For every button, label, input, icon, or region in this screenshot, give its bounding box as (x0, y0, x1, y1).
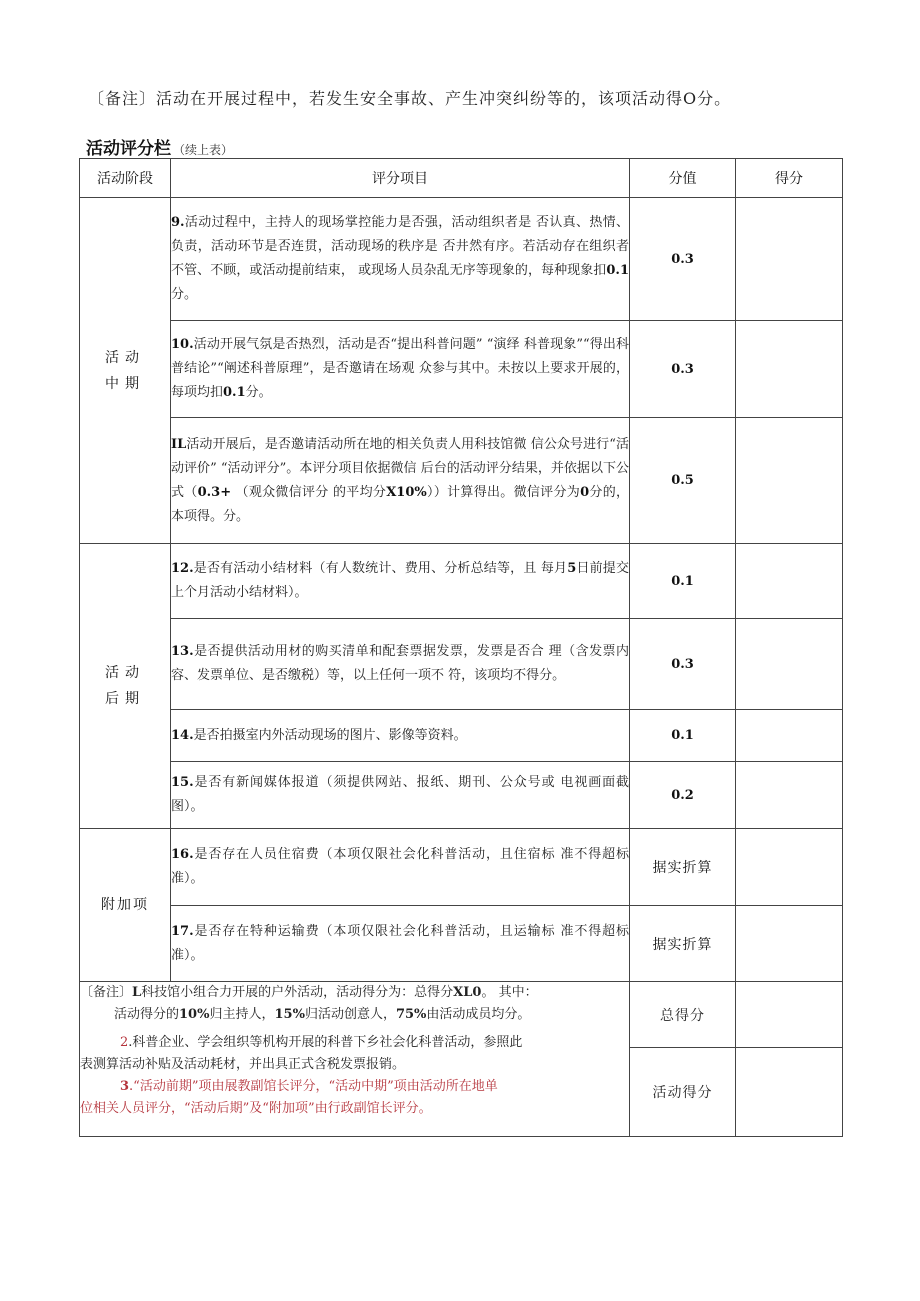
header-score: 得分 (736, 159, 843, 198)
stage-after (80, 544, 171, 829)
bottom-remark (80, 982, 630, 1137)
remark-l2-e: 归活动创意人， (304, 1007, 396, 1022)
score-14[interactable] (736, 710, 843, 762)
item-12-b1: 5 (567, 561, 577, 576)
remark-l2-d: 15% (274, 1007, 305, 1022)
remark-l1-factor: XL0 (453, 985, 482, 1000)
table-row (80, 710, 843, 762)
item-12 (171, 544, 630, 619)
header-item: 评分项目 (171, 159, 630, 198)
remark-l5-text: .“活动前期”项由展教副馆长评分，“活动中期”项由活动所在地单 (129, 1079, 498, 1094)
item-11-text3: ））计算得出。微信评分为 (426, 484, 581, 500)
item-12-num: 12. (171, 561, 194, 576)
table-row (80, 762, 843, 829)
item-13-text: 是否提供活动用材的购买清单和配套票据发票，发票是否合 理（含发票内容、发票单位、是否缴税）等，以上任何一项不 符，该项均不得分。 (171, 644, 629, 683)
score-11[interactable] (736, 418, 843, 544)
remark-line-5 (80, 1076, 629, 1098)
item-10-text: 活动开展气氛是否热烈，活动是否“提出科普问题” “演绎 科普现象”“得出科普结论”“阐述科普原理”，是否邀请在场观 众参与其中。未按以上要求开展的，每项均扣 (171, 337, 629, 400)
stage-middle-label: 活动中期 (105, 349, 145, 392)
stage-after-label: 活动后期 (105, 665, 145, 707)
remark-l2-b: 10% (179, 1007, 210, 1022)
header-row (80, 159, 843, 198)
remark-l3-text: .科普企业、学会组织等机构开展的科普下乡社会化科普活动，参照此 (128, 1035, 523, 1050)
item-11-tail: 分的，本项得。分。 (171, 484, 629, 524)
score-16[interactable] (736, 829, 843, 906)
remark-l3-num: 2 (120, 1035, 129, 1050)
score-17[interactable] (736, 906, 843, 982)
remark-l2-g: 由活动成员均分。 (426, 1007, 531, 1022)
item-9 (171, 198, 630, 321)
item-16-text: 是否存在人员住宿费（本项仅限社会化科普活动，且住宿标 准不得超标准）。 (171, 847, 629, 886)
score-10[interactable] (736, 321, 843, 418)
remark-l2-f: 75% (395, 1007, 427, 1022)
remark-line-3 (80, 1032, 629, 1054)
item-15 (171, 762, 630, 829)
item-13 (171, 619, 630, 710)
item-17 (171, 906, 630, 982)
value-10: 0.3 (630, 321, 736, 418)
table-row (80, 619, 843, 710)
item-10-num: 10. (171, 337, 194, 352)
item-11-text: 活动开展后，是否邀请活动所在地的相关负责人用科技馆微 信公众号进行“活动评价” “活动评分”。本评分项目依据微信 后台的活动评分结果，并依据以下公式（ (171, 436, 629, 500)
score-table (79, 158, 843, 1137)
value-14: 0.1 (630, 710, 736, 762)
top-remark: 〔备注〕活动在开展过程中，若发生安全事故、产生冲突纠纷等的，该项活动得O分。 (88, 89, 732, 108)
value-16: 据实折算 (630, 829, 736, 906)
item-14-num: 14. (171, 727, 194, 743)
value-17: 据实折算 (630, 906, 736, 982)
remark-line-1 (80, 982, 629, 1004)
item-15-num: 15. (171, 775, 194, 790)
item-9-tail: 分。 (171, 287, 198, 302)
remark-prefix: 〔备注〕 (80, 985, 133, 1000)
item-14 (171, 710, 630, 762)
table-row (80, 906, 843, 982)
item-11-b2: X10% (386, 484, 427, 500)
value-11: 0.5 (630, 418, 736, 544)
item-11-text2: （观众微信评分 的平均分 (231, 484, 387, 500)
item-11-b3: 0 (580, 484, 590, 500)
item-10 (171, 321, 630, 418)
table-row (80, 544, 843, 619)
item-17-num: 17. (171, 923, 194, 939)
score-9[interactable] (736, 198, 843, 321)
score-15[interactable] (736, 762, 843, 829)
item-11-num: IL (171, 436, 187, 452)
remark-l2-c: 归主持人， (209, 1007, 275, 1022)
item-12-text: 是否有活动小结材料（有人数统计、费用、分析总结等，且 每月 (193, 561, 568, 576)
score-13[interactable] (736, 619, 843, 710)
item-9-num: 9. (171, 215, 185, 230)
remark-l2-a: 活动得分的 (114, 1007, 180, 1022)
item-10-tail: 分。 (245, 385, 272, 400)
item-10-deduct: 0.1 (223, 385, 246, 400)
total-score-label: 总得分 (630, 982, 736, 1048)
total-score-cell[interactable] (736, 982, 843, 1048)
activity-score-cell[interactable] (736, 1048, 843, 1137)
item-14-text: 是否拍摄室内外活动现场的图片、影像等资料。 (193, 727, 467, 743)
item-16 (171, 829, 630, 906)
header-stage: 活动阶段 (80, 159, 171, 198)
item-11-b1: 0.3+ (197, 484, 232, 500)
stage-extra: 附加项 (80, 829, 171, 982)
item-9-text: 活动过程中，主持人的现场掌控能力是否强，活动组织者是 否认真、热情、负责，活动环节是否连贯，活动现场的秩序是 否井然有序。若活动存在组织者不管、不顾，或活动提前结束， 或现场人员杂乱无序等现象的，每种现象扣 (171, 215, 629, 278)
remark-line-2 (80, 1004, 629, 1026)
item-9-deduct: 0.1 (606, 263, 629, 278)
total-row (80, 982, 843, 1048)
table-row (80, 418, 843, 544)
value-9: 0.3 (630, 198, 736, 321)
item-13-num: 13. (171, 644, 194, 659)
title-text: 活动评分栏 (86, 139, 171, 159)
stage-middle (80, 198, 171, 544)
item-15-text: 是否有新闻媒体报道（须提供网站、报纸、期刊、公众号或 电视画面截图）。 (171, 775, 629, 814)
value-15: 0.2 (630, 762, 736, 829)
remark-line-4: 表测算活动补贴及活动耗材，并出具正式含税发票报销。 (80, 1057, 406, 1072)
table-row (80, 829, 843, 906)
item-17-text: 是否存在特种运输费（本项仅限社会化科普活动，且运输标 准不得超标准）。 (171, 923, 629, 963)
item-11 (171, 418, 630, 544)
remark-l1-tail: 。 其中： (481, 985, 538, 1000)
score-12[interactable] (736, 544, 843, 619)
remark-line-6: 位相关人员评分，“活动后期”及“附加项”由行政副馆长评分。 (80, 1101, 432, 1116)
remark-l1-text: 科技馆小组合力开展的户外活动，活动得分为：总得分 (141, 985, 454, 1000)
table-row (80, 321, 843, 418)
remark-l1-num: L (132, 985, 142, 1000)
section-title (86, 134, 233, 159)
item-16-num: 16. (171, 847, 194, 862)
table-row (80, 198, 843, 321)
header-value: 分值 (630, 159, 736, 198)
value-12: 0.1 (630, 544, 736, 619)
activity-score-label: 活动得分 (630, 1048, 736, 1137)
value-13: 0.3 (630, 619, 736, 710)
remark-l5-num: 3 (120, 1079, 130, 1094)
title-sub: （续上表） (173, 143, 234, 157)
item-12-tail: 日前提交上个月活动小结材料）。 (171, 561, 629, 600)
